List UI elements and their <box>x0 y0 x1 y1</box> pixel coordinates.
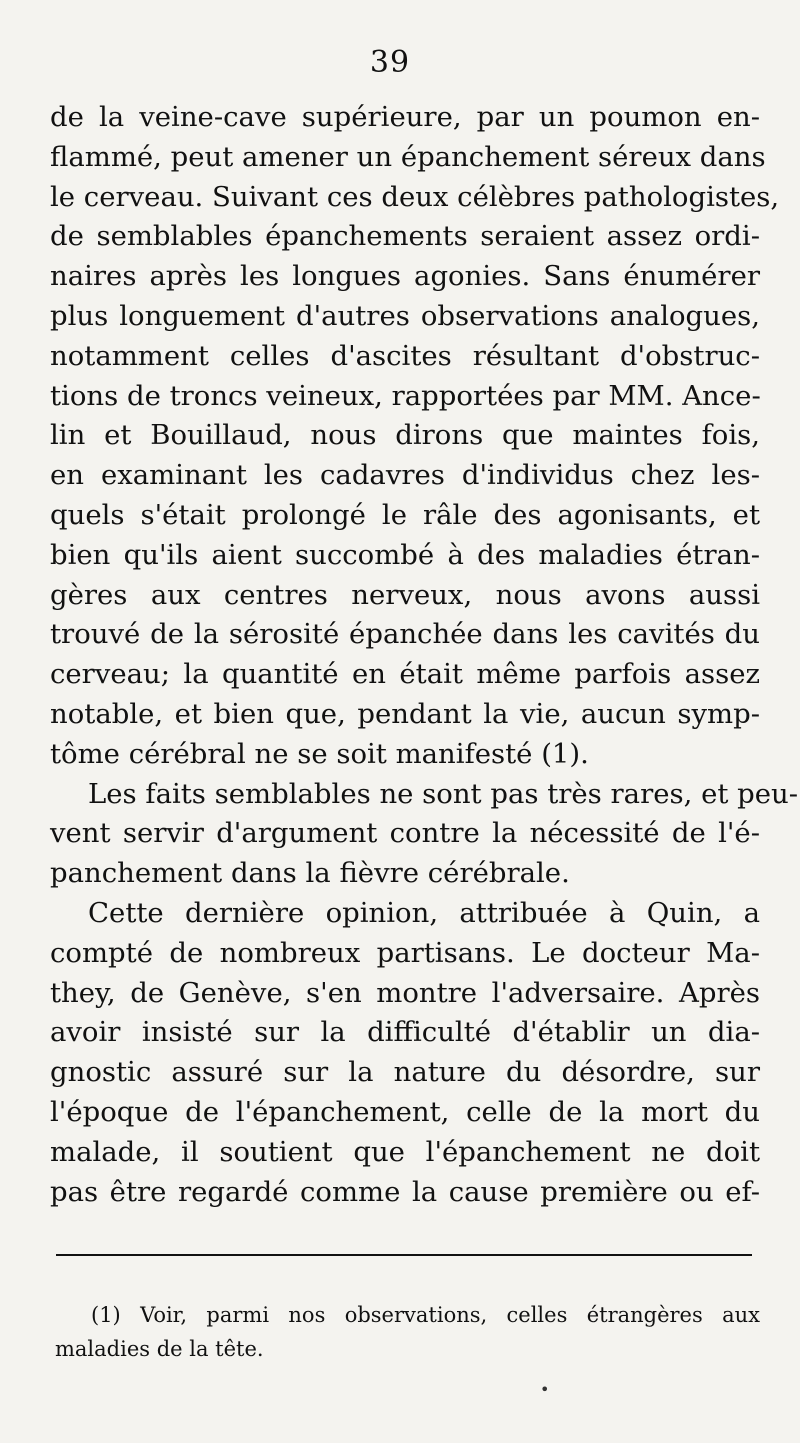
text-line: plus longuement d'autres observations analogues, <box>50 299 760 332</box>
text-line: notable, et bien que, pendant la vie, aucun symp- <box>50 697 760 730</box>
text-line: de la veine-cave supérieure, par un poumon en- <box>50 101 760 133</box>
footnote <box>55 1298 760 1366</box>
body-text <box>50 98 799 1212</box>
text-line: gnostic assuré sur la nature du désordre, sur <box>50 1056 760 1089</box>
text-line: de semblables épanchements seraient assez ordi- <box>50 220 760 253</box>
text-line: le cerveau. Suivant ces deux célèbres pathologistes, <box>50 180 780 213</box>
text-line: pas être regardé comme la cause première ou ef- <box>50 1175 760 1208</box>
text-line: notamment celles d'ascites résultant d'obstruc- <box>50 339 760 372</box>
printer-mark-icon: • <box>540 1380 550 1399</box>
text-line: Cette dernière opinion, attribuée à Quin, a <box>88 896 760 929</box>
footnote-line: maladies de la tête. <box>55 1337 264 1361</box>
text-line: vent servir d'argument contre la nécessité de l'é- <box>50 817 760 850</box>
text-line: bien qu'ils aient succombé à des maladies étran- <box>50 538 760 571</box>
text-line: they, de Genève, s'en montre l'adversaire. Après <box>50 976 760 1009</box>
text-line: flammé, peut amener un épanchement séreux dans <box>50 140 766 173</box>
footnote-line: (1) Voir, parmi nos observations, celles étrangères aux <box>91 1303 760 1327</box>
text-line: l'époque de l'épanchement, celle de la mort du <box>50 1095 760 1128</box>
text-line: naires après les longues agonies. Sans énumérer <box>50 260 760 293</box>
text-line: malade, il soutient que l'épanchement ne doit <box>50 1135 760 1168</box>
text-line: lin et Bouillaud, nous dirons que maintes fois, <box>50 419 760 452</box>
text-line: en examinant les cadavres d'individus chez les- <box>50 459 760 492</box>
text-line: cerveau; la quantité en était même parfois assez <box>50 658 760 691</box>
text-line: panchement dans la fièvre cérébrale. <box>50 857 570 890</box>
text-line: Les faits semblables ne sont pas très rares, et peu- <box>88 777 799 810</box>
text-line: gères aux centres nerveux, nous avons aussi <box>50 578 760 611</box>
text-line: avoir insisté sur la difficulté d'établir un dia- <box>50 1016 760 1049</box>
text-line: tôme cérébral ne se soit manifesté (1). <box>50 737 589 770</box>
footnote-divider <box>56 1254 752 1256</box>
page-number: 39 <box>369 45 411 80</box>
text-line: trouvé de la sérosité épanchée dans les cavités du <box>50 618 760 651</box>
text-line: quels s'était prolongé le râle des agonisants, et <box>50 498 760 531</box>
text-line: compté de nombreux partisans. Le docteur Ma- <box>50 936 760 969</box>
text-line: tions de troncs veineux, rapportées par MM. Ance- <box>50 379 761 412</box>
